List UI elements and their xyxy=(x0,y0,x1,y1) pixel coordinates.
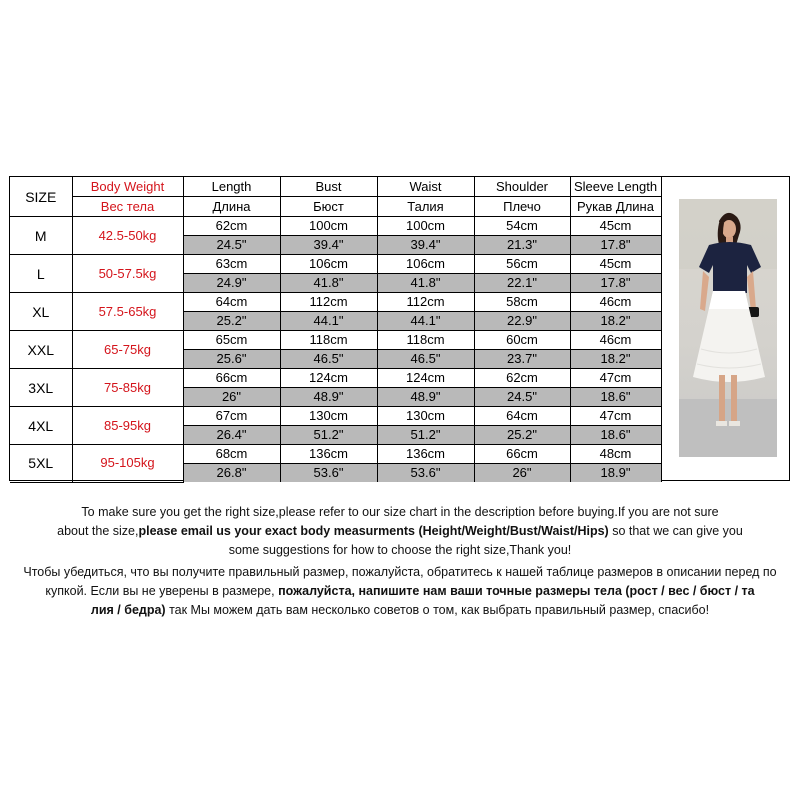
size-row-cm xyxy=(10,217,661,236)
size-row-cm xyxy=(10,293,661,312)
size-label: 5XL xyxy=(10,445,72,483)
header-size: SIZE xyxy=(10,177,72,217)
header-length: Length xyxy=(183,177,280,197)
header-shoulder-ru: Плечо xyxy=(474,197,570,217)
cm-value: 62cm xyxy=(183,217,280,236)
size-label: 3XL xyxy=(10,369,72,407)
size-label: XXL xyxy=(10,331,72,369)
body-weight-value: 95-105kg xyxy=(72,445,183,483)
cm-value: 48cm xyxy=(570,445,661,464)
cm-value: 136cm xyxy=(377,445,474,464)
russian-note-line3-post: так Мы можем дать вам несколько советов о том, как выбрать правильный размер, спасибо! xyxy=(165,603,710,617)
russian-note-line2-bold: пожалуйста, напишите нам ваши точные размеры тела (рост / вес / бюст / та xyxy=(278,584,755,598)
cm-value: 130cm xyxy=(377,407,474,426)
size-row-cm xyxy=(10,255,661,274)
header-shoulder: Shoulder xyxy=(474,177,570,197)
inch-value: 26" xyxy=(183,388,280,407)
cm-value: 100cm xyxy=(377,217,474,236)
size-table xyxy=(10,177,662,483)
cm-value: 47cm xyxy=(570,369,661,388)
cm-value: 58cm xyxy=(474,293,570,312)
inch-value: 22.9" xyxy=(474,312,570,331)
cm-value: 100cm xyxy=(280,217,377,236)
cm-value: 64cm xyxy=(183,293,280,312)
inch-value: 18.6" xyxy=(570,426,661,445)
inch-value: 44.1" xyxy=(280,312,377,331)
english-note-line1: To make sure you get the right size,please refer to our size chart in the description before buying.If you are not sure xyxy=(81,505,719,519)
size-row-cm xyxy=(10,445,661,464)
inch-value: 51.2" xyxy=(280,426,377,445)
header-body-weight: Body Weight xyxy=(72,177,183,197)
russian-note-line1: Чтобы убедиться, что вы получите правильный размер, пожалуйста, обратитесь к нашей таблице размеров в описании перед по xyxy=(23,565,777,579)
cm-value: 45cm xyxy=(570,255,661,274)
size-label: XL xyxy=(10,293,72,331)
inch-value: 39.4" xyxy=(377,236,474,255)
english-note-line2-bold: please email us your exact body measurments (Height/Weight/Bust/Waist/Hips) xyxy=(138,524,609,538)
inch-value: 23.7" xyxy=(474,350,570,369)
model-photo xyxy=(679,199,777,457)
header-waist-ru: Талия xyxy=(377,197,474,217)
inch-value: 53.6" xyxy=(280,464,377,483)
cm-value: 118cm xyxy=(280,331,377,350)
cm-value: 124cm xyxy=(377,369,474,388)
inch-value: 25.2" xyxy=(474,426,570,445)
cm-value: 62cm xyxy=(474,369,570,388)
body-weight-value: 75-85kg xyxy=(72,369,183,407)
cm-value: 65cm xyxy=(183,331,280,350)
cm-value: 136cm xyxy=(280,445,377,464)
model-photo-cell xyxy=(661,177,789,480)
cm-value: 112cm xyxy=(377,293,474,312)
russian-note-line3-bold: лия / бедра) xyxy=(90,603,166,617)
size-row-cm xyxy=(10,407,661,426)
english-note-line2-pre: about the size, xyxy=(57,524,139,538)
inch-value: 18.9" xyxy=(570,464,661,483)
inch-value: 39.4" xyxy=(280,236,377,255)
inch-value: 24.5" xyxy=(474,388,570,407)
cm-value: 45cm xyxy=(570,217,661,236)
header-row-ru xyxy=(10,197,661,217)
russian-note xyxy=(8,563,792,620)
inch-value: 22.1" xyxy=(474,274,570,293)
english-note-line3: some suggestions for how to choose the right size,Thank you! xyxy=(228,543,572,557)
header-waist: Waist xyxy=(377,177,474,197)
cm-value: 63cm xyxy=(183,255,280,274)
body-weight-value: 50-57.5kg xyxy=(72,255,183,293)
english-note xyxy=(8,503,792,560)
body-weight-value: 65-75kg xyxy=(72,331,183,369)
cm-value: 46cm xyxy=(570,293,661,312)
header-row-en xyxy=(10,177,661,197)
cm-value: 64cm xyxy=(474,407,570,426)
russian-note-line2-pre: купкой. Если вы не уверены в размере, xyxy=(45,584,279,598)
inch-value: 48.9" xyxy=(280,388,377,407)
body-weight-value: 57.5-65kg xyxy=(72,293,183,331)
body-weight-value: 85-95kg xyxy=(72,407,183,445)
cm-value: 124cm xyxy=(280,369,377,388)
header-sleeve-length-ru: Рукав Длина xyxy=(570,197,661,217)
inch-value: 24.9" xyxy=(183,274,280,293)
inch-value: 18.6" xyxy=(570,388,661,407)
inch-value: 21.3" xyxy=(474,236,570,255)
header-length-ru: Длина xyxy=(183,197,280,217)
cm-value: 60cm xyxy=(474,331,570,350)
size-label: L xyxy=(10,255,72,293)
inch-value: 41.8" xyxy=(280,274,377,293)
inch-value: 17.8" xyxy=(570,236,661,255)
size-row-cm xyxy=(10,369,661,388)
cm-value: 67cm xyxy=(183,407,280,426)
inch-value: 26.4" xyxy=(183,426,280,445)
size-row-cm xyxy=(10,331,661,350)
inch-value: 26.8" xyxy=(183,464,280,483)
inch-value: 25.6" xyxy=(183,350,280,369)
inch-value: 26" xyxy=(474,464,570,483)
inch-value: 44.1" xyxy=(377,312,474,331)
cm-value: 130cm xyxy=(280,407,377,426)
inch-value: 18.2" xyxy=(570,312,661,331)
cm-value: 46cm xyxy=(570,331,661,350)
cm-value: 66cm xyxy=(183,369,280,388)
inch-value: 41.8" xyxy=(377,274,474,293)
header-bust: Bust xyxy=(280,177,377,197)
cm-value: 68cm xyxy=(183,445,280,464)
header-body-weight-ru: Вес тела xyxy=(72,197,183,217)
inch-value: 18.2" xyxy=(570,350,661,369)
cm-value: 106cm xyxy=(280,255,377,274)
header-bust-ru: Бюст xyxy=(280,197,377,217)
inch-value: 46.5" xyxy=(280,350,377,369)
inch-value: 24.5" xyxy=(183,236,280,255)
cm-value: 56cm xyxy=(474,255,570,274)
cm-value: 54cm xyxy=(474,217,570,236)
size-chart xyxy=(9,176,790,481)
cm-value: 112cm xyxy=(280,293,377,312)
english-note-line2-post: so that we can give you xyxy=(608,524,743,538)
inch-value: 51.2" xyxy=(377,426,474,445)
inch-value: 53.6" xyxy=(377,464,474,483)
size-label: 4XL xyxy=(10,407,72,445)
size-label: M xyxy=(10,217,72,255)
inch-value: 25.2" xyxy=(183,312,280,331)
inch-value: 48.9" xyxy=(377,388,474,407)
cm-value: 106cm xyxy=(377,255,474,274)
cm-value: 66cm xyxy=(474,445,570,464)
inch-value: 17.8" xyxy=(570,274,661,293)
cm-value: 47cm xyxy=(570,407,661,426)
body-weight-value: 42.5-50kg xyxy=(72,217,183,255)
header-sleeve-length: Sleeve Length xyxy=(570,177,661,197)
cm-value: 118cm xyxy=(377,331,474,350)
inch-value: 46.5" xyxy=(377,350,474,369)
